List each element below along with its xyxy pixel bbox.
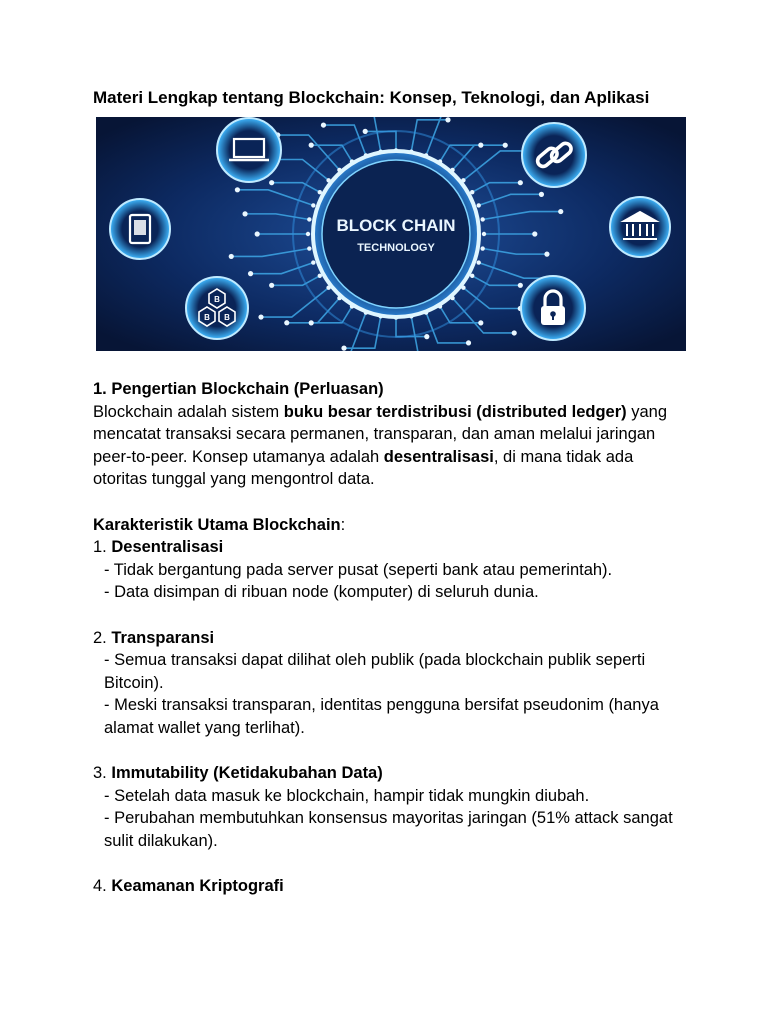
chain-link-node [522, 123, 586, 187]
definition-paragraph: Blockchain adalah sistem buku besar terdistribusi (distributed ledger) yang mencatat transaksi secara permanen, transparan, dan aman melalui jaringan peer-to-peer. Konsep utamanya adalah desentralisasi, di mana tidak ada otoritas tunggal yang mengontrol data. [93, 402, 668, 489]
document-page [93, 86, 683, 898]
characteristic-point: - Semua transaksi dapat dilihat oleh publik (pada blockchain publik seperti Bitcoin). [104, 651, 646, 692]
section-characteristics: Karakteristik Utama Blockchain: 1. Desentralisasi - Tidak bergantung pada server pusat (seperti bank atau pemerintah). - Data disimpan di ribuan node (komputer) di seluruh dunia. 2. Transparansi - Semua transaksi dapat dilihat oleh publik (pada blockchain publik seperti Bitcoin). - Meski transaksi transparan, identitas pengguna bersifat pseudonim (hanya alamat wallet yang terlihat). 3. Immutability (Ketidakubahan Data) - Setelah data masuk ke blockchain, hampir tidak mungkin diubah. - Perubahan membutuhkan konsensus mayoritas jaringan (51% attack sangat sulit dilakukan). 4. Keamanan Kriptografi [93, 514, 683, 898]
characteristics-list [93, 536, 683, 898]
laptop-node [217, 118, 281, 182]
blockchain-hero-image [96, 117, 686, 351]
crypto-coins-node [186, 277, 248, 339]
characteristic-point: - Meski transaksi transparan, identitas pengguna bersifat pseudonim (hanya alamat wallet yang terlihat). [104, 696, 659, 737]
svg-text:B: B [214, 295, 220, 304]
characteristic-name: Desentralisasi [111, 538, 224, 557]
hero-illustration [96, 117, 686, 351]
document-title: Materi Lengkap tentang Blockchain: Konsep, Teknologi, dan Aplikasi [93, 88, 650, 107]
section-definition [93, 378, 683, 491]
characteristic-item: 3. Immutability (Ketidakubahan Data) [93, 764, 383, 783]
svg-text:B: B [224, 313, 230, 322]
characteristics-heading: Karakteristik Utama Blockchain [93, 515, 341, 534]
characteristic-point: - Tidak bergantung pada server pusat (seperti bank atau pemerintah). [104, 560, 613, 579]
characteristic-item: 4. Keamanan Kriptografi [93, 877, 284, 896]
characteristic-item: 2. Transparansi [93, 628, 215, 647]
characteristic-name: Immutability (Ketidakubahan Data) [111, 764, 383, 783]
characteristic-point: - Data disimpan di ribuan node (komputer) di seluruh dunia. [104, 583, 539, 602]
characteristic-point: - Setelah data masuk ke blockchain, hampir tidak mungkin diubah. [104, 786, 590, 805]
characteristic-name: Transparansi [111, 628, 215, 647]
hero-text-line1: BLOCK CHAIN [336, 216, 456, 235]
svg-text:B: B [204, 313, 210, 322]
lock-node [521, 276, 585, 340]
section-heading: 1. Pengertian Blockchain (Perluasan) [93, 380, 384, 398]
characteristic-item: 1. Desentralisasi [93, 538, 224, 557]
hero-text-line2: TECHNOLOGY [357, 242, 435, 254]
tablet-node [110, 199, 170, 259]
characteristic-name: Keamanan Kriptografi [111, 877, 284, 896]
bank-node [610, 197, 670, 257]
characteristic-point: - Perubahan membutuhkan konsensus mayoritas jaringan (51% attack sangat sulit dilakukan). [104, 809, 673, 850]
